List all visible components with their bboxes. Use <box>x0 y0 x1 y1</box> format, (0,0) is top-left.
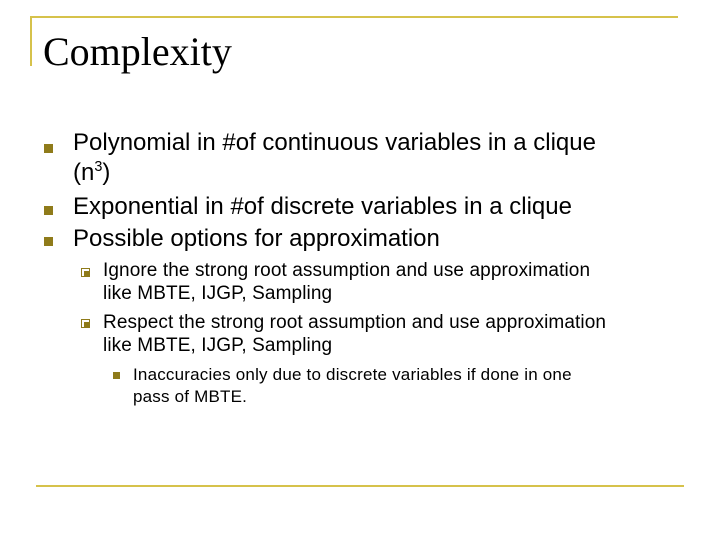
bullet-small-square-icon <box>113 372 120 379</box>
left-rule <box>30 16 32 66</box>
bullet-text-exponential: Exponential in #of discrete variables in a clique <box>73 193 572 220</box>
complexity-suffix: ) <box>102 159 111 186</box>
complexity-prefix: (n <box>73 159 95 186</box>
exponent: 3 <box>94 159 103 175</box>
sub-sub-bullet-text-inaccuracies <box>133 364 572 408</box>
bullet-text-polynomial <box>73 128 596 188</box>
slide-title: Complexity <box>43 29 232 74</box>
bullet-square-icon <box>44 206 53 215</box>
sub-bullet-line: like MBTE, IJGP, Sampling <box>103 283 333 304</box>
sub-sub-bullet-line: pass of MBTE. <box>133 387 248 406</box>
bullet-hollow-square-icon <box>81 268 90 277</box>
sub-bullet-line: Ignore the strong root assumption and use approximation <box>103 260 591 281</box>
top-rule <box>30 16 678 18</box>
sub-bullet-line: like MBTE, IJGP, Sampling <box>103 335 333 356</box>
sub-sub-bullet-line: Inaccuracies only due to discrete variables if done in one <box>133 365 572 384</box>
sub-bullet-text-ignore <box>103 258 590 307</box>
sub-bullet-line: Respect the strong root assumption and use approximation <box>103 312 607 333</box>
bullet-square-icon <box>44 237 53 246</box>
bottom-rule <box>36 485 684 487</box>
bullet-line: Polynomial in #of continuous variables in a clique <box>73 129 596 156</box>
sub-bullet-text-respect <box>103 310 606 359</box>
bullet-square-icon <box>44 144 53 153</box>
bullet-line <box>73 158 596 188</box>
bullet-text-options: Possible options for approximation <box>73 225 440 252</box>
bullet-hollow-square-icon <box>81 319 90 328</box>
